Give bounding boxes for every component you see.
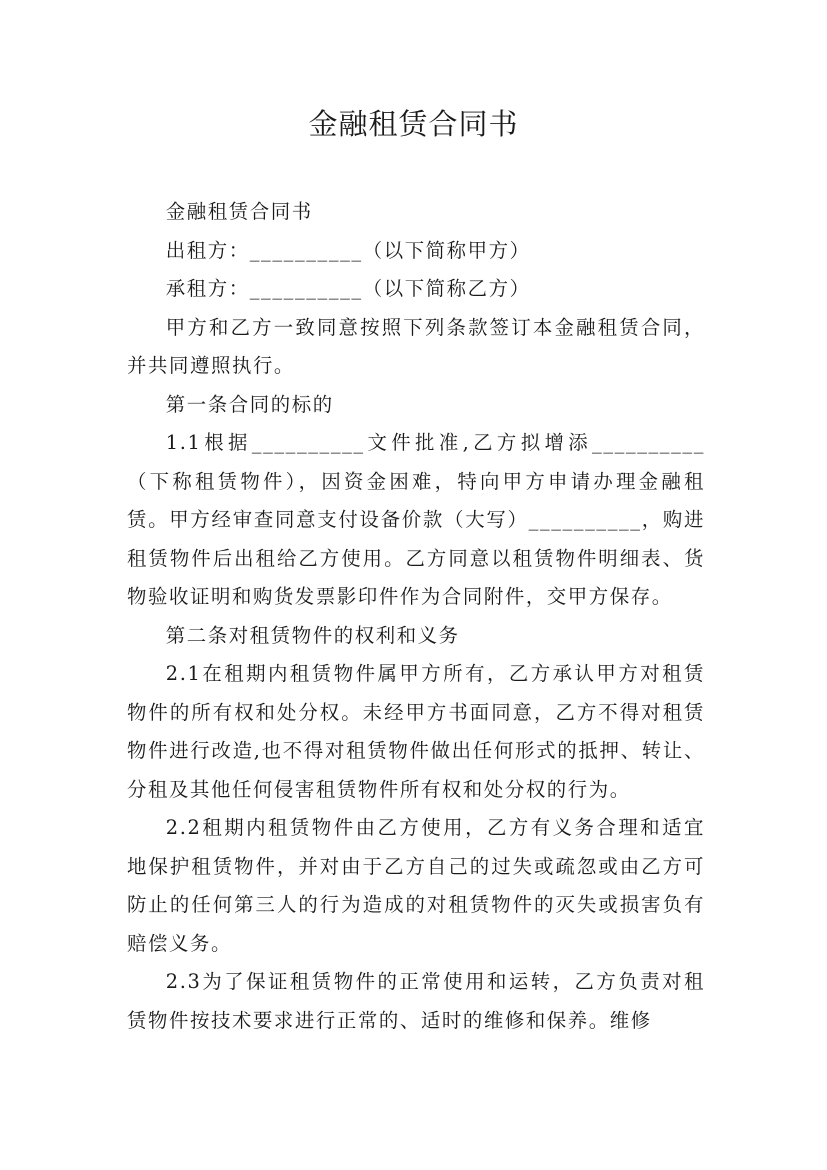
clause-1-1: 1.1根据__________文件批准,乙方拟增添__________（下称租赁物件），因资金困难，特向甲方申请办理金融租赁。甲方经审查同意支付设备价款（大写）__________，购进租赁物件后出租给乙方使用。乙方同意以租赁物件明细表、货物验收证明和购货发票影印件作为合同附件，交甲方保存。 [127, 431, 705, 608]
paragraph-lessee: 承租方：__________（以下简称乙方） [165, 277, 531, 300]
paragraph-lessor: 出租方：__________（以下简称甲方） [165, 238, 531, 262]
clause-2-2: 2.2租期内租赁物件由乙方使用，乙方有义务合理和适宜地保护租赁物件，并对由于乙方自己的过失或疏忽或由乙方可防止的任何第三人的行为造成的对租赁物件的灭失或损害负有赔偿义务。 [127, 816, 705, 955]
document-body [127, 193, 705, 1040]
paragraph-heading: 金融租赁合同书 [165, 200, 313, 223]
document-title: 金融租赁合同书 [308, 107, 519, 141]
article-1-heading: 第一条合同的标的 [165, 392, 334, 416]
article-2-heading: 第二条对租赁物件的权利和义务 [165, 623, 460, 647]
paragraph-agreement: 甲方和乙方一致同意按照下列条款签订本金融租赁合同，并共同遵照执行。 [127, 315, 705, 377]
clause-2-3: 2.3为了保证租赁物件的正常使用和运转，乙方负责对租赁物件按技术要求进行正常的、适时的维修和保养。维修 [127, 970, 705, 1032]
clause-2-1: 2.1在租期内租赁物件属甲方所有，乙方承认甲方对租赁物件的所有权和处分权。未经甲方书面同意，乙方不得对租赁物件进行改造,也不得对租赁物件做出任何形式的抵押、转让、分租及其他任何侵害租赁物件所有权和处分权的行为。 [127, 662, 705, 801]
